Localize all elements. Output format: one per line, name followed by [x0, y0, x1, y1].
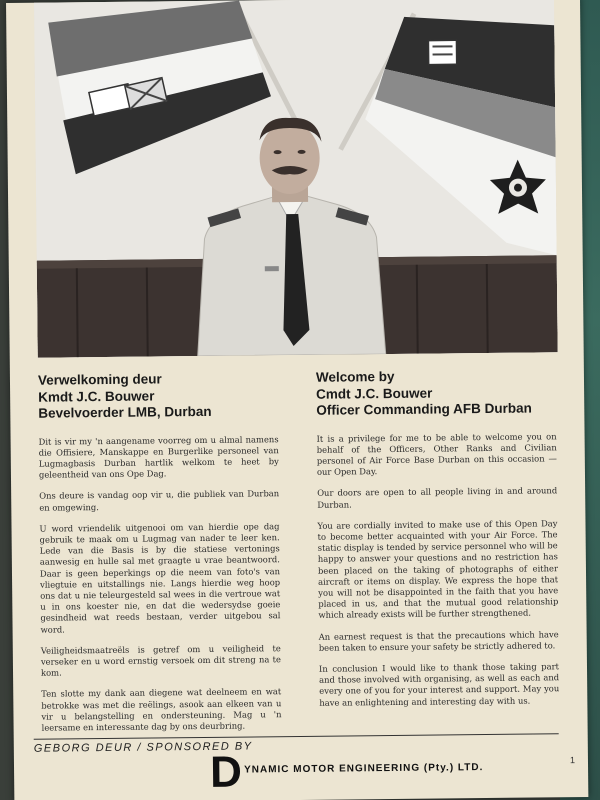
english-paragraph: It is a privilege for me to be able to welcome you on behalf of the Officers, Other Ranks and Civilian personel of Air Force Base Durban on this occasion — our Open Day. [316, 430, 557, 477]
afrikaans-paragraph: U word vriendelik uitgenooi om van hierdie ope dag gebruik te maak om u Lugmag van nader te leer ken. Lede van die Basis is by die statiese vertonings aanwesig en hulle sal met graagte u vrae beantwoord. Daar is geen beperkings op die neem van foto's van vliegtuie en uitstallings nie. Langs hierdie weg hoop ons dat u nie teleurgesteld sal wees in die vertroue wat u in ons koester nie, en dat die wedersydse goeie gesindheid wat reeds bestaan, verder uitgebou sal word. [39, 520, 281, 635]
english-paragraph: In conclusion I would like to thank those taking part and those involved with organising, as well as each and every one of you for your interest and support. May you have an enlightening and interesting day with us. [318, 661, 560, 708]
english-column [316, 367, 560, 718]
sponsor-company-name: YNAMIC MOTOR ENGINEERING (Pty.) LTD. [244, 762, 484, 776]
english-heading-line: Welcome by [315, 368, 395, 385]
afrikaans-paragraph: Dit is vir my 'n aangename voorreg om u almal namens die Offisiere, Manskappe en Burgerlike personeel van Lugmagbasis Durban hartlik welkom te heet by geleentheid van ons Ope Dag. [38, 433, 279, 480]
brochure-page [6, 0, 588, 800]
afrikaans-paragraph: Ten slotte my dank aan diegene wat deelneem en wat betrokke was met die reëlings, asook aan elkeen van u vir u belangstelling en ondersteuning. Mag u 'n leersame en interessante dag by ons deurbring. [41, 686, 282, 733]
afrikaans-heading-line: Kmdt J.C. Bouwer [38, 387, 155, 405]
afrikaans-heading [38, 370, 279, 422]
sponsor-label: GEBORG DEUR / SPONSORED BY [33, 740, 253, 755]
photo-illustration [34, 0, 558, 358]
afrikaans-heading-line: Verwelkoming deur [37, 371, 162, 388]
english-paragraph: You are cordially invited to make use of this Open Day to become better acquainted with your Air Force. The static display is tended by service personnel who will be happy to answer your questions and no restriction has been placed on the taking of photographs of either aircraft or items on display. We express the hope that you will not be disappointed in the faith that you have placed in us, and that the mutual good relationship which already exists will be further strengthened. [317, 517, 559, 621]
logo-letter: D [209, 747, 243, 797]
english-paragraph: Our doors are open to all people living in and around Durban. [317, 485, 558, 510]
sponsor-logo [209, 747, 484, 797]
page-number: 1 [569, 755, 576, 766]
afrikaans-heading-line: Bevelvoerder LMB, Durban [38, 403, 212, 421]
afrikaans-column [38, 370, 282, 744]
commander-photo [34, 0, 558, 358]
english-heading-line: Officer Commanding AFB Durban [316, 400, 532, 418]
afrikaans-paragraph: Veiligheidsmaatreëls is getref om u veiligheid te verseker en u word ernstig versoek om dit streng na te kom. [40, 642, 281, 678]
english-heading-line: Cmdt J.C. Bouwer [316, 385, 433, 402]
afrikaans-paragraph: Ons deure is vandag oop vir u, die publiek van Durban en omgewing. [39, 488, 280, 513]
english-heading [316, 367, 557, 419]
english-paragraph: An earnest request is that the precautions which have been taken to ensure your safety be strictly adhered to. [318, 628, 559, 653]
